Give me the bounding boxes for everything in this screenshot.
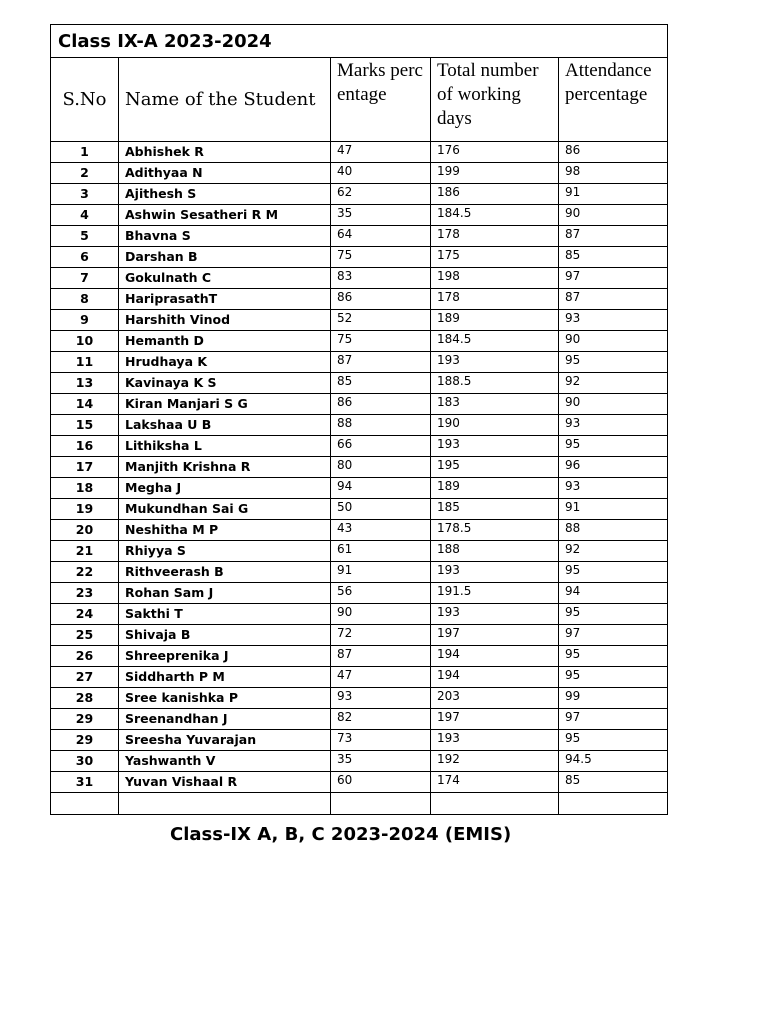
table-row bbox=[51, 373, 668, 394]
cell-working-days: 195 bbox=[431, 457, 559, 478]
cell-marks: 72 bbox=[331, 625, 431, 646]
cell-sno: 22 bbox=[51, 562, 119, 583]
table-row bbox=[51, 268, 668, 289]
cell-attendance: 86 bbox=[559, 142, 668, 163]
cell-working-days: 193 bbox=[431, 436, 559, 457]
cell-attendance: 93 bbox=[559, 415, 668, 436]
cell-working-days: 198 bbox=[431, 268, 559, 289]
cell-name: Gokulnath C bbox=[119, 268, 331, 289]
cell-marks: 35 bbox=[331, 751, 431, 772]
cell-name: Hrudhaya K bbox=[119, 352, 331, 373]
cell-working-days: 174 bbox=[431, 772, 559, 793]
cell-attendance: 94.5 bbox=[559, 751, 668, 772]
header-attendance: Attendance percentage bbox=[559, 58, 668, 142]
table-row bbox=[51, 352, 668, 373]
cell-marks: 86 bbox=[331, 394, 431, 415]
cell-sno: 25 bbox=[51, 625, 119, 646]
cell-marks: 85 bbox=[331, 373, 431, 394]
cell-marks: 47 bbox=[331, 142, 431, 163]
cell-attendance: 97 bbox=[559, 709, 668, 730]
cell-working-days: 197 bbox=[431, 625, 559, 646]
footer-caption: Class-IX A, B, C 2023-2024 (EMIS) bbox=[170, 824, 512, 845]
cell-attendance: 95 bbox=[559, 667, 668, 688]
cell-name: Kiran Manjari S G bbox=[119, 394, 331, 415]
cell-name: Siddharth P M bbox=[119, 667, 331, 688]
cell-name: Kavinaya K S bbox=[119, 373, 331, 394]
table-row bbox=[51, 772, 668, 793]
cell-marks: 43 bbox=[331, 520, 431, 541]
cell-name: Ashwin Sesatheri R M bbox=[119, 205, 331, 226]
cell-sno: 30 bbox=[51, 751, 119, 772]
table-row bbox=[51, 247, 668, 268]
cell-sno: 16 bbox=[51, 436, 119, 457]
cell-marks: 94 bbox=[331, 478, 431, 499]
cell-name: Mukundhan Sai G bbox=[119, 499, 331, 520]
cell-sno: 26 bbox=[51, 646, 119, 667]
table-row bbox=[51, 142, 668, 163]
cell-name: Darshan B bbox=[119, 247, 331, 268]
header-working-days: Total number of working days bbox=[431, 58, 559, 142]
cell-marks: 64 bbox=[331, 226, 431, 247]
cell-sno: 6 bbox=[51, 247, 119, 268]
cell-name: HariprasathT bbox=[119, 289, 331, 310]
cell-working-days: 184.5 bbox=[431, 205, 559, 226]
cell-sno: 21 bbox=[51, 541, 119, 562]
cell-marks: 87 bbox=[331, 352, 431, 373]
cell-name: Sree kanishka P bbox=[119, 688, 331, 709]
cell-sno: 14 bbox=[51, 394, 119, 415]
cell-attendance: 95 bbox=[559, 604, 668, 625]
cell-name: Shreeprenika J bbox=[119, 646, 331, 667]
cell-sno: 13 bbox=[51, 373, 119, 394]
cell-attendance: 99 bbox=[559, 688, 668, 709]
header-marks: Marks percentage bbox=[331, 58, 431, 142]
table-row bbox=[51, 331, 668, 352]
table-row bbox=[51, 541, 668, 562]
cell-attendance: 90 bbox=[559, 331, 668, 352]
empty-cell bbox=[51, 793, 119, 815]
table-row bbox=[51, 730, 668, 751]
cell-sno: 27 bbox=[51, 667, 119, 688]
cell-name: Rohan Sam J bbox=[119, 583, 331, 604]
table-row bbox=[51, 667, 668, 688]
cell-attendance: 97 bbox=[559, 625, 668, 646]
cell-name: Sakthi T bbox=[119, 604, 331, 625]
table-row bbox=[51, 562, 668, 583]
cell-attendance: 93 bbox=[559, 478, 668, 499]
table-row bbox=[51, 184, 668, 205]
table-body bbox=[51, 142, 668, 815]
cell-name: Yuvan Vishaal R bbox=[119, 772, 331, 793]
cell-sno: 28 bbox=[51, 688, 119, 709]
cell-working-days: 193 bbox=[431, 604, 559, 625]
cell-marks: 80 bbox=[331, 457, 431, 478]
cell-name: Abhishek R bbox=[119, 142, 331, 163]
cell-marks: 73 bbox=[331, 730, 431, 751]
table-row bbox=[51, 520, 668, 541]
cell-working-days: 193 bbox=[431, 730, 559, 751]
cell-working-days: 185 bbox=[431, 499, 559, 520]
header-row bbox=[51, 58, 668, 142]
cell-attendance: 85 bbox=[559, 247, 668, 268]
student-table bbox=[50, 24, 668, 815]
cell-sno: 8 bbox=[51, 289, 119, 310]
table-title: Class IX-A 2023-2024 bbox=[51, 25, 668, 58]
cell-name: Bhavna S bbox=[119, 226, 331, 247]
cell-working-days: 186 bbox=[431, 184, 559, 205]
cell-working-days: 175 bbox=[431, 247, 559, 268]
cell-name: Ajithesh S bbox=[119, 184, 331, 205]
cell-working-days: 188.5 bbox=[431, 373, 559, 394]
cell-name: Adithyaa N bbox=[119, 163, 331, 184]
cell-working-days: 199 bbox=[431, 163, 559, 184]
cell-attendance: 92 bbox=[559, 541, 668, 562]
cell-marks: 50 bbox=[331, 499, 431, 520]
table-row bbox=[51, 751, 668, 772]
cell-sno: 7 bbox=[51, 268, 119, 289]
cell-attendance: 90 bbox=[559, 394, 668, 415]
cell-name: Shivaja B bbox=[119, 625, 331, 646]
header-name: Name of the Student bbox=[119, 58, 331, 142]
cell-sno: 17 bbox=[51, 457, 119, 478]
cell-marks: 52 bbox=[331, 310, 431, 331]
table-row bbox=[51, 457, 668, 478]
cell-attendance: 87 bbox=[559, 226, 668, 247]
cell-sno: 24 bbox=[51, 604, 119, 625]
cell-sno: 20 bbox=[51, 520, 119, 541]
cell-name: Lakshaa U B bbox=[119, 415, 331, 436]
table-row bbox=[51, 625, 668, 646]
cell-marks: 47 bbox=[331, 667, 431, 688]
cell-working-days: 194 bbox=[431, 646, 559, 667]
empty-cell bbox=[119, 793, 331, 815]
cell-marks: 90 bbox=[331, 604, 431, 625]
cell-attendance: 97 bbox=[559, 268, 668, 289]
table-row bbox=[51, 709, 668, 730]
cell-sno: 5 bbox=[51, 226, 119, 247]
empty-row bbox=[51, 793, 668, 815]
cell-working-days: 189 bbox=[431, 478, 559, 499]
table-row bbox=[51, 163, 668, 184]
table-row bbox=[51, 205, 668, 226]
cell-marks: 83 bbox=[331, 268, 431, 289]
cell-sno: 15 bbox=[51, 415, 119, 436]
cell-name: Sreenandhan J bbox=[119, 709, 331, 730]
empty-cell bbox=[331, 793, 431, 815]
cell-working-days: 178 bbox=[431, 289, 559, 310]
cell-name: Manjith Krishna R bbox=[119, 457, 331, 478]
table-row bbox=[51, 646, 668, 667]
table-row bbox=[51, 583, 668, 604]
cell-attendance: 95 bbox=[559, 646, 668, 667]
cell-sno: 29 bbox=[51, 730, 119, 751]
cell-working-days: 176 bbox=[431, 142, 559, 163]
cell-attendance: 90 bbox=[559, 205, 668, 226]
cell-working-days: 188 bbox=[431, 541, 559, 562]
cell-sno: 11 bbox=[51, 352, 119, 373]
table-row bbox=[51, 604, 668, 625]
cell-marks: 87 bbox=[331, 646, 431, 667]
cell-marks: 61 bbox=[331, 541, 431, 562]
cell-attendance: 96 bbox=[559, 457, 668, 478]
cell-marks: 82 bbox=[331, 709, 431, 730]
cell-marks: 88 bbox=[331, 415, 431, 436]
cell-name: Neshitha M P bbox=[119, 520, 331, 541]
table-row bbox=[51, 415, 668, 436]
cell-marks: 86 bbox=[331, 289, 431, 310]
cell-sno: 29 bbox=[51, 709, 119, 730]
cell-marks: 66 bbox=[331, 436, 431, 457]
table-row bbox=[51, 394, 668, 415]
cell-working-days: 193 bbox=[431, 562, 559, 583]
cell-sno: 1 bbox=[51, 142, 119, 163]
cell-working-days: 203 bbox=[431, 688, 559, 709]
cell-attendance: 95 bbox=[559, 436, 668, 457]
cell-name: Yashwanth V bbox=[119, 751, 331, 772]
cell-working-days: 193 bbox=[431, 352, 559, 373]
cell-name: Harshith Vinod bbox=[119, 310, 331, 331]
cell-attendance: 95 bbox=[559, 352, 668, 373]
cell-marks: 56 bbox=[331, 583, 431, 604]
cell-sno: 23 bbox=[51, 583, 119, 604]
empty-cell bbox=[431, 793, 559, 815]
cell-attendance: 95 bbox=[559, 562, 668, 583]
cell-marks: 62 bbox=[331, 184, 431, 205]
cell-marks: 75 bbox=[331, 247, 431, 268]
cell-attendance: 91 bbox=[559, 499, 668, 520]
cell-marks: 75 bbox=[331, 331, 431, 352]
cell-sno: 31 bbox=[51, 772, 119, 793]
cell-attendance: 92 bbox=[559, 373, 668, 394]
cell-name: Megha J bbox=[119, 478, 331, 499]
header-sno: S.No bbox=[51, 58, 119, 142]
cell-attendance: 85 bbox=[559, 772, 668, 793]
cell-working-days: 191.5 bbox=[431, 583, 559, 604]
cell-working-days: 178 bbox=[431, 226, 559, 247]
empty-cell bbox=[559, 793, 668, 815]
cell-name: Sreesha Yuvarajan bbox=[119, 730, 331, 751]
cell-attendance: 94 bbox=[559, 583, 668, 604]
table-row bbox=[51, 478, 668, 499]
cell-working-days: 194 bbox=[431, 667, 559, 688]
cell-marks: 60 bbox=[331, 772, 431, 793]
cell-sno: 9 bbox=[51, 310, 119, 331]
cell-sno: 3 bbox=[51, 184, 119, 205]
cell-working-days: 197 bbox=[431, 709, 559, 730]
table-row bbox=[51, 436, 668, 457]
cell-marks: 35 bbox=[331, 205, 431, 226]
cell-working-days: 190 bbox=[431, 415, 559, 436]
cell-attendance: 93 bbox=[559, 310, 668, 331]
cell-name: Lithiksha L bbox=[119, 436, 331, 457]
cell-working-days: 178.5 bbox=[431, 520, 559, 541]
cell-attendance: 88 bbox=[559, 520, 668, 541]
cell-sno: 2 bbox=[51, 163, 119, 184]
cell-sno: 19 bbox=[51, 499, 119, 520]
cell-marks: 40 bbox=[331, 163, 431, 184]
table-row bbox=[51, 289, 668, 310]
cell-sno: 10 bbox=[51, 331, 119, 352]
cell-sno: 4 bbox=[51, 205, 119, 226]
table-row bbox=[51, 499, 668, 520]
cell-working-days: 192 bbox=[431, 751, 559, 772]
cell-attendance: 87 bbox=[559, 289, 668, 310]
table-row bbox=[51, 310, 668, 331]
cell-sno: 18 bbox=[51, 478, 119, 499]
cell-working-days: 189 bbox=[431, 310, 559, 331]
cell-name: Rhiyya S bbox=[119, 541, 331, 562]
cell-working-days: 183 bbox=[431, 394, 559, 415]
cell-name: Rithveerash B bbox=[119, 562, 331, 583]
table-row bbox=[51, 226, 668, 247]
cell-attendance: 91 bbox=[559, 184, 668, 205]
cell-name: Hemanth D bbox=[119, 331, 331, 352]
cell-attendance: 95 bbox=[559, 730, 668, 751]
cell-attendance: 98 bbox=[559, 163, 668, 184]
cell-marks: 93 bbox=[331, 688, 431, 709]
cell-marks: 91 bbox=[331, 562, 431, 583]
table-row bbox=[51, 688, 668, 709]
cell-working-days: 184.5 bbox=[431, 331, 559, 352]
